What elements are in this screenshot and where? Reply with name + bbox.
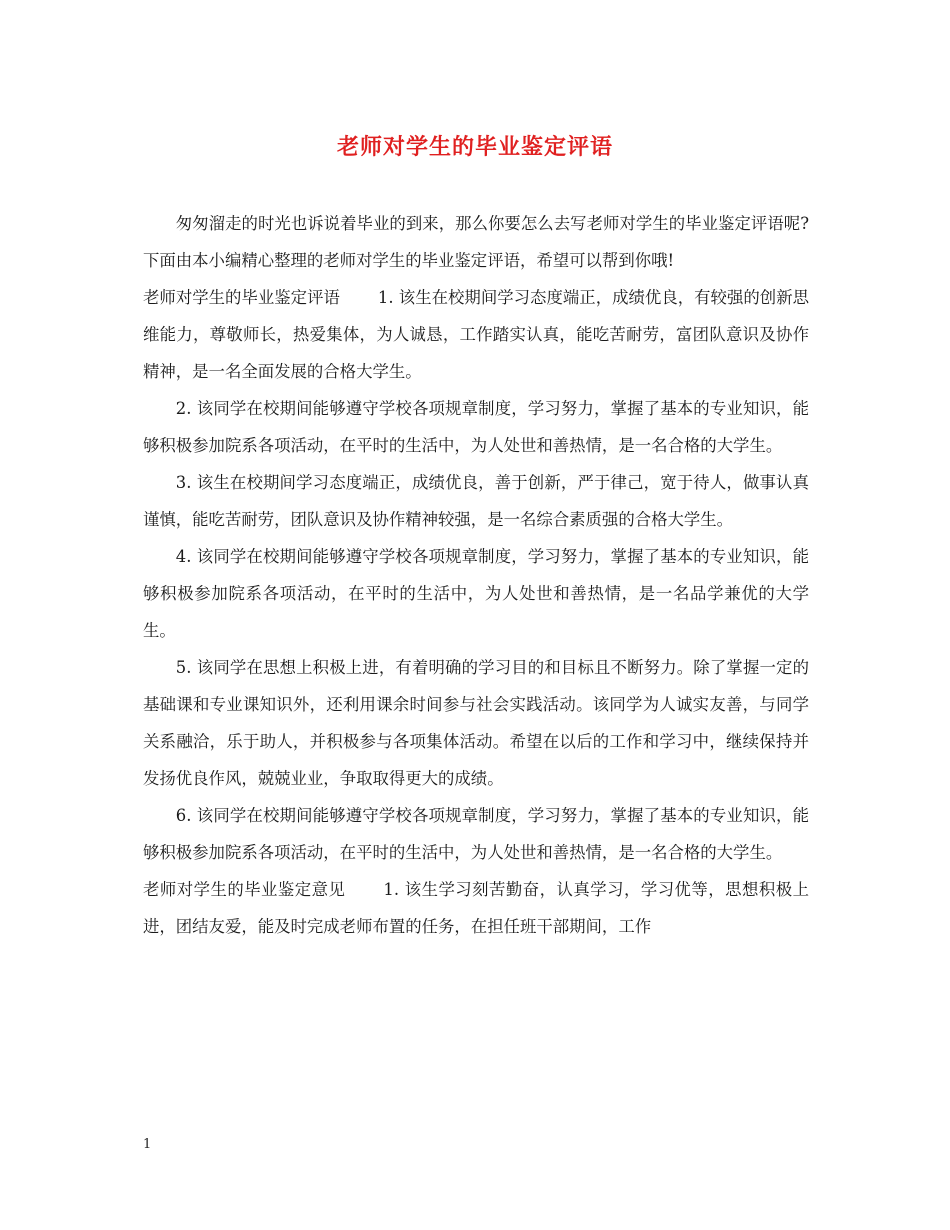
section2-heading: 老师对学生的毕业鉴定意见 bbox=[143, 880, 346, 899]
section1-item-5: 5. 该同学在思想上积极上进，有着明确的学习目的和目标且不断努力。除了掌握一定的基础课和专业课知识外，还利用课余时间参与社会实践活动。该同学为人诚实友善，与同学关系融洽，乐于助人，并积极参与各项集体活动。希望在以后的工作和学习中，继续保持并发扬优良作风，兢兢业业，争取取得更大的成绩。 bbox=[143, 658, 809, 788]
section1-item-4: 4. 该同学在校期间能够遵守学校各项规章制度，学习努力，掌握了基本的专业知识，能够积极参加院系各项活动，在平时的生活中，为人处世和善热情，是一名品学兼优的大学生。 bbox=[143, 547, 809, 640]
section2-item-1: 1. 该生学习刻苦勤奋，认真学习，学习优等，思想积极上进，团结友爱，能及时完成老师布置的任务，在担任班干部期间，工作 bbox=[143, 880, 809, 936]
document-title: 老师对学生的毕业鉴定评语 bbox=[336, 134, 613, 160]
page-number: 1 bbox=[143, 1137, 152, 1152]
section1-heading: 老师对学生的毕业鉴定评语 bbox=[143, 288, 340, 307]
section1-item-1: 1. 该生在校期间学习态度端正，成绩优良，有较强的创新思维能力，尊敬师长，热爱集体，为人诚恳，工作踏实认真，能吃苦耐劳，富团队意识及协作精神，是一名全面发展的合格大学生。 bbox=[143, 288, 809, 381]
section1-item-6: 6. 该同学在校期间能够遵守学校各项规章制度，学习努力，掌握了基本的专业知识，能够积极参加院系各项活动，在平时的生活中，为人处世和善热情，是一名合格的大学生。 bbox=[143, 806, 809, 862]
intro-paragraph: 匆匆溜走的时光也诉说着毕业的到来，那么你要怎么去写老师对学生的毕业鉴定评语呢?下面由本小编精心整理的老师对学生的毕业鉴定评语，希望可以帮到你哦! bbox=[143, 214, 809, 270]
section1-paragraph bbox=[143, 279, 809, 390]
document-body bbox=[143, 205, 809, 945]
section1-item-2: 2. 该同学在校期间能够遵守学校各项规章制度，学习努力，掌握了基本的专业知识，能够积极参加院系各项活动，在平时的生活中，为人处世和善热情，是一名合格的大学生。 bbox=[143, 399, 809, 455]
section1-item-3: 3. 该生在校期间学习态度端正，成绩优良，善于创新，严于律己，宽于待人，做事认真谨慎，能吃苦耐劳，团队意识及协作精神较强，是一名综合素质强的合格大学生。 bbox=[143, 473, 809, 529]
section2-paragraph bbox=[143, 871, 809, 945]
